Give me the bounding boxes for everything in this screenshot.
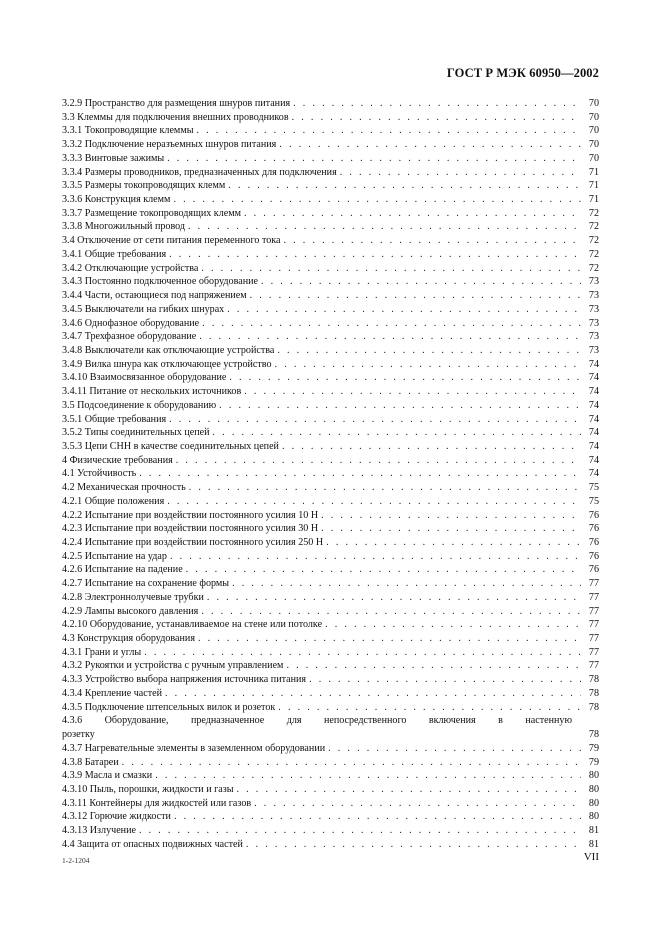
toc-entry-page: 74	[588, 358, 599, 370]
toc-entry	[62, 330, 599, 344]
toc-entry-page: 73	[588, 290, 599, 302]
toc-entry	[62, 618, 599, 632]
toc-entry	[62, 454, 599, 468]
toc-entry	[62, 138, 599, 152]
toc-entry-title: 3.4.7 Трехфазное оборудование	[62, 331, 197, 343]
toc-entry-page: 79	[588, 742, 599, 754]
toc-entry	[62, 385, 599, 399]
toc-entry-title: 4.3.1 Грани и углы	[62, 646, 142, 658]
toc-entry-page: 81	[588, 825, 599, 837]
toc-entry-title-continuation: розетку	[62, 729, 95, 741]
toc-dot-leader	[292, 111, 581, 125]
toc-dot-leader	[261, 275, 581, 289]
toc-entry	[62, 220, 599, 234]
toc-entry	[62, 701, 599, 715]
toc-entry-title: 3.4.3 Постоянно подключенное оборудование	[62, 276, 258, 288]
toc-entry	[62, 495, 599, 509]
toc-entry-page: 76	[588, 550, 599, 562]
toc-entry	[62, 687, 599, 701]
toc-dot-leader	[246, 838, 581, 852]
toc-entry-title: 4.3.13 Излучение	[62, 825, 136, 837]
toc-dot-leader	[286, 659, 581, 673]
toc-entry-title: 3.3.5 Размеры токопроводящих клемм	[62, 180, 226, 192]
toc-dot-leader	[207, 591, 581, 605]
toc-entry-title: 3.5.3 Цепи СНН в качестве соединительных цепей	[62, 440, 279, 452]
toc-entry-page: 78	[588, 674, 599, 686]
toc-dot-leader	[284, 234, 582, 248]
toc-dot-leader	[201, 605, 581, 619]
toc-dot-leader	[282, 440, 581, 454]
document-header-title: ГОСТ Р МЭК 60950—2002	[446, 66, 599, 80]
toc-dot-leader	[277, 344, 581, 358]
toc-dot-leader	[293, 97, 581, 111]
toc-dot-leader	[321, 522, 581, 536]
toc-dot-leader	[213, 426, 581, 440]
toc-entry	[62, 111, 599, 125]
toc-entry-title: 4.2.3 Испытание при воздействии постоянного усилия 30 Н	[62, 523, 319, 535]
toc-entry-page: 76	[588, 564, 599, 576]
toc-entry	[62, 413, 599, 427]
toc-entry-title: 3.2.9 Пространство для размещения шнуров питания	[62, 98, 291, 109]
toc-entry	[62, 838, 599, 852]
toc-entry-title: 4.3.12 Горючие жидкости	[62, 811, 171, 823]
toc-entry	[62, 207, 599, 221]
toc-entry-page: 70	[588, 139, 599, 151]
toc-entry-title: 3.5 Подсоединение к оборудованию	[62, 399, 217, 411]
footer-page-number: VII	[583, 851, 599, 863]
toc-entry	[62, 152, 599, 166]
toc-dot-leader	[170, 550, 581, 564]
toc-entry	[62, 97, 599, 111]
toc-entry-title: 4.3.11 Контейнеры для жидкостей или газов	[62, 797, 252, 809]
toc-entry-page: 73	[588, 276, 599, 288]
toc-entry-page: 70	[588, 152, 599, 164]
toc-dot-leader	[244, 207, 581, 221]
toc-entry-title: 3.3 Клеммы для подключения внешних проводников	[62, 111, 289, 123]
toc-entry	[62, 797, 599, 811]
toc-entry-title: 3.4 Отключение от сети питания переменного тока	[62, 235, 281, 247]
toc-entry-page: 77	[588, 578, 599, 590]
toc-dot-leader	[198, 632, 581, 646]
toc-entry-page: 81	[588, 838, 599, 850]
toc-entry-page: 72	[588, 262, 599, 274]
toc-entry-page: 76	[588, 537, 599, 548]
toc-dot-leader	[196, 124, 581, 138]
toc-entry-title: 4.3.2 Рукоятки и устройства с ручным управлением	[62, 660, 284, 672]
toc-dot-leader	[237, 783, 581, 797]
toc-entry	[62, 783, 599, 797]
toc-dot-leader	[328, 742, 581, 756]
toc-dot-leader	[279, 138, 581, 152]
toc-entry-title: 4.3.8 Батареи	[62, 756, 119, 768]
toc-entry-title: 4.2.4 Испытание при воздействии постоянного усилия 250 Н	[62, 537, 324, 548]
toc-dot-leader	[326, 536, 581, 550]
toc-entry	[62, 563, 599, 577]
toc-entry-page: 80	[588, 770, 599, 782]
toc-entry-title: 3.5.1 Общие требования	[62, 413, 167, 425]
toc-entry-title: 3.4.2 Отключающие устройства	[62, 262, 199, 274]
toc-entry-page: 74	[588, 413, 599, 425]
toc-entry	[62, 371, 599, 385]
toc-entry-page: 75	[588, 482, 599, 494]
toc-entry-title: 4.3.10 Пыль, порошки, жидкости и газы	[62, 783, 234, 795]
toc-entry	[62, 193, 599, 207]
toc-entry-page: 80	[588, 783, 599, 795]
toc-entry-page: 78	[588, 729, 599, 741]
toc-entry	[62, 440, 599, 454]
toc-entry-title: 4 Физические требования	[62, 454, 173, 466]
toc-entry-title: 3.3.2 Подключение неразъемных шнуров питания	[62, 139, 277, 151]
toc-entry	[62, 399, 599, 413]
toc-dot-leader	[144, 646, 581, 660]
toc-entry-title: 3.4.4 Части, остающиеся под напряжением	[62, 290, 247, 302]
toc-entry	[62, 673, 599, 687]
toc-entry-page: 74	[588, 468, 599, 480]
toc-entry-page: 76	[588, 523, 599, 535]
toc-entry-title: 3.3.6 Конструкция клемм	[62, 194, 171, 206]
toc-entry-title: 3.4.11 Питание от нескольких источников	[62, 386, 242, 398]
toc-dot-leader	[139, 824, 581, 838]
toc-entry-title: 4.2 Механическая прочность	[62, 482, 186, 494]
toc-entry-title: 4.3.3 Устройство выбора напряжения источника питания	[62, 674, 307, 686]
toc-entry	[62, 509, 599, 523]
toc-entry	[62, 659, 599, 673]
toc-entry	[62, 605, 599, 619]
toc-entry	[62, 234, 599, 248]
toc-entry	[62, 248, 599, 262]
toc-entry-title: 3.4.9 Вилка шнура как отключающее устройство	[62, 358, 272, 370]
toc-entry-page: 71	[588, 194, 599, 206]
toc-entry-page: 73	[588, 303, 599, 315]
toc-entry-title: 4.2.1 Общие положения	[62, 495, 165, 507]
toc-entry	[62, 179, 599, 193]
toc-entry	[62, 262, 599, 276]
toc-entry-page: 72	[588, 207, 599, 219]
toc-entry-page: 72	[588, 248, 599, 260]
toc-entry	[62, 632, 599, 646]
toc-dot-leader	[169, 413, 581, 427]
toc-entry	[62, 522, 599, 536]
toc-dot-leader	[278, 701, 581, 715]
toc-dot-leader	[122, 756, 581, 770]
toc-entry-page: 79	[588, 756, 599, 768]
toc-entry-title: 4.2.10 Оборудование, устанавливаемое на стене или потолке	[62, 619, 323, 631]
toc-entry-title: 4.2.2 Испытание при воздействии постоянного усилия 10 Н	[62, 509, 319, 521]
toc-entry	[62, 824, 599, 838]
toc-entry-title: 3.3.3 Винтовые зажимы	[62, 152, 165, 164]
toc-dot-leader	[340, 166, 581, 180]
toc-entry-page: 80	[588, 811, 599, 823]
toc-entry	[62, 344, 599, 358]
toc-entry-title: 4.3.7 Нагревательные элементы в заземленном оборудовании	[62, 742, 326, 754]
toc-entry-title: 3.4.10 Взаимосвязанное оборудование	[62, 372, 227, 384]
toc-dot-leader	[219, 399, 581, 413]
toc-entry-page: 71	[588, 166, 599, 178]
toc-dot-leader	[309, 673, 581, 687]
toc-dot-leader	[165, 687, 581, 701]
toc-entry-page: 80	[588, 797, 599, 809]
toc-entry-page: 73	[588, 317, 599, 329]
toc-dot-leader	[139, 467, 581, 481]
toc-entry-page: 70	[588, 98, 599, 109]
toc-entry	[62, 714, 599, 741]
toc-entry-title: 4.2.8 Электроннолучевые трубки	[62, 591, 204, 603]
toc-entry	[62, 289, 599, 303]
toc-entry-page: 77	[588, 660, 599, 672]
toc-entry-page: 74	[588, 386, 599, 398]
toc-entry	[62, 769, 599, 783]
toc-entry-title: 3.4.5 Выключатели на гибких шнурах	[62, 303, 225, 315]
toc-entry-title: 3.3.4 Размеры проводников, предназначенных для подключения	[62, 166, 337, 178]
toc-dot-leader	[254, 797, 581, 811]
toc-entry-page: 70	[588, 125, 599, 137]
toc-dot-leader	[173, 193, 581, 207]
toc-entry	[62, 536, 599, 550]
toc-entry-page: 77	[588, 633, 599, 645]
toc-entry-title: 4.3.5 Подключение штепсельных вилок и розеток	[62, 701, 276, 713]
toc-entry-title: 4.3.6 Оборудование, предназначенное для непосредственного включения в настенную	[62, 715, 572, 727]
toc-entry-title: 4.4 Защита от опасных подвижных частей	[62, 838, 243, 850]
toc-entry-page: 73	[588, 344, 599, 356]
toc-entry-page: 74	[588, 454, 599, 466]
toc-entry	[62, 756, 599, 770]
toc-entry	[62, 591, 599, 605]
toc-entry	[62, 426, 599, 440]
toc-entry-page: 74	[588, 440, 599, 452]
toc-entry	[62, 303, 599, 317]
toc-entry-page: 78	[588, 687, 599, 699]
toc-entry	[62, 550, 599, 564]
toc-entry-title: 3.3.1 Токопроводящие клеммы	[62, 125, 194, 137]
toc-dot-leader	[169, 248, 581, 262]
toc-entry	[62, 481, 599, 495]
toc-entry-title: 3.4.6 Однофазное оборудование	[62, 317, 200, 329]
toc-dot-leader	[188, 220, 581, 234]
toc-entry	[62, 275, 599, 289]
toc-entry-title: 4.2.6 Испытание на падение	[62, 564, 183, 576]
toc-entry-page: 70	[588, 111, 599, 123]
toc-dot-leader	[202, 317, 581, 331]
toc-entry	[62, 166, 599, 180]
toc-entry	[62, 467, 599, 481]
toc-entry-title: 4.3.9 Масла и смазки	[62, 770, 153, 782]
toc-entry-title: 4.2.7 Испытание на сохранение формы	[62, 578, 230, 590]
toc-dot-leader	[186, 563, 581, 577]
toc-dot-leader	[155, 769, 581, 783]
toc-dot-leader	[167, 152, 581, 166]
toc-entry-title: 3.3.8 Многожильный провод	[62, 221, 186, 233]
toc-entry-page: 76	[588, 509, 599, 521]
toc-dot-leader	[275, 358, 581, 372]
toc-dot-leader	[250, 289, 581, 303]
toc-entry-title: 3.4.8 Выключатели как отключающие устройства	[62, 344, 275, 356]
toc-entry-page: 74	[588, 427, 599, 439]
toc-dot-leader	[244, 385, 581, 399]
toc-dot-leader	[199, 330, 581, 344]
table-of-contents	[62, 97, 599, 852]
toc-entry-title: 3.3.7 Размещение токопроводящих клемм	[62, 207, 242, 219]
toc-dot-leader	[227, 303, 581, 317]
toc-entry	[62, 646, 599, 660]
toc-entry-title: 4.2.9 Лампы высокого давления	[62, 605, 199, 617]
toc-entry	[62, 810, 599, 824]
toc-entry-page: 77	[588, 619, 599, 631]
toc-entry	[62, 317, 599, 331]
toc-entry-title: 4.1 Устойчивость	[62, 468, 137, 480]
toc-entry	[62, 742, 599, 756]
toc-entry-page: 77	[588, 605, 599, 617]
toc-dot-leader	[174, 810, 581, 824]
toc-dot-leader	[229, 371, 581, 385]
toc-entry-title: 3.4.1 Общие требования	[62, 248, 167, 260]
toc-entry-page: 77	[588, 591, 599, 603]
toc-entry-title: 4.2.5 Испытание на удар	[62, 550, 167, 562]
toc-entry-title: 3.5.2 Типы соединительных цепей	[62, 427, 210, 439]
toc-dot-leader	[321, 509, 581, 523]
toc-entry	[62, 577, 599, 591]
toc-dot-leader	[176, 454, 581, 468]
toc-entry	[62, 124, 599, 138]
toc-entry-page: 74	[588, 399, 599, 411]
toc-entry-page: 77	[588, 646, 599, 658]
toc-entry-page: 74	[588, 372, 599, 384]
toc-dot-leader	[201, 262, 581, 276]
toc-entry-page: 72	[588, 221, 599, 233]
toc-dot-leader	[189, 481, 581, 495]
toc-dot-leader	[232, 577, 581, 591]
toc-entry	[62, 358, 599, 372]
toc-entry-page: 78	[588, 701, 599, 713]
toc-dot-leader	[228, 179, 581, 193]
toc-entry-page: 75	[588, 495, 599, 507]
toc-entry-page: 72	[588, 235, 599, 247]
toc-entry-page: 71	[588, 180, 599, 192]
toc-entry-page: 73	[588, 331, 599, 343]
toc-dot-leader	[167, 495, 581, 509]
footer-print-code: 1-2-1204	[62, 856, 90, 865]
toc-dot-leader	[325, 618, 581, 632]
toc-entry-title: 4.3.4 Крепление частей	[62, 687, 163, 699]
toc-entry-title: 4.3 Конструкция оборудования	[62, 633, 195, 645]
